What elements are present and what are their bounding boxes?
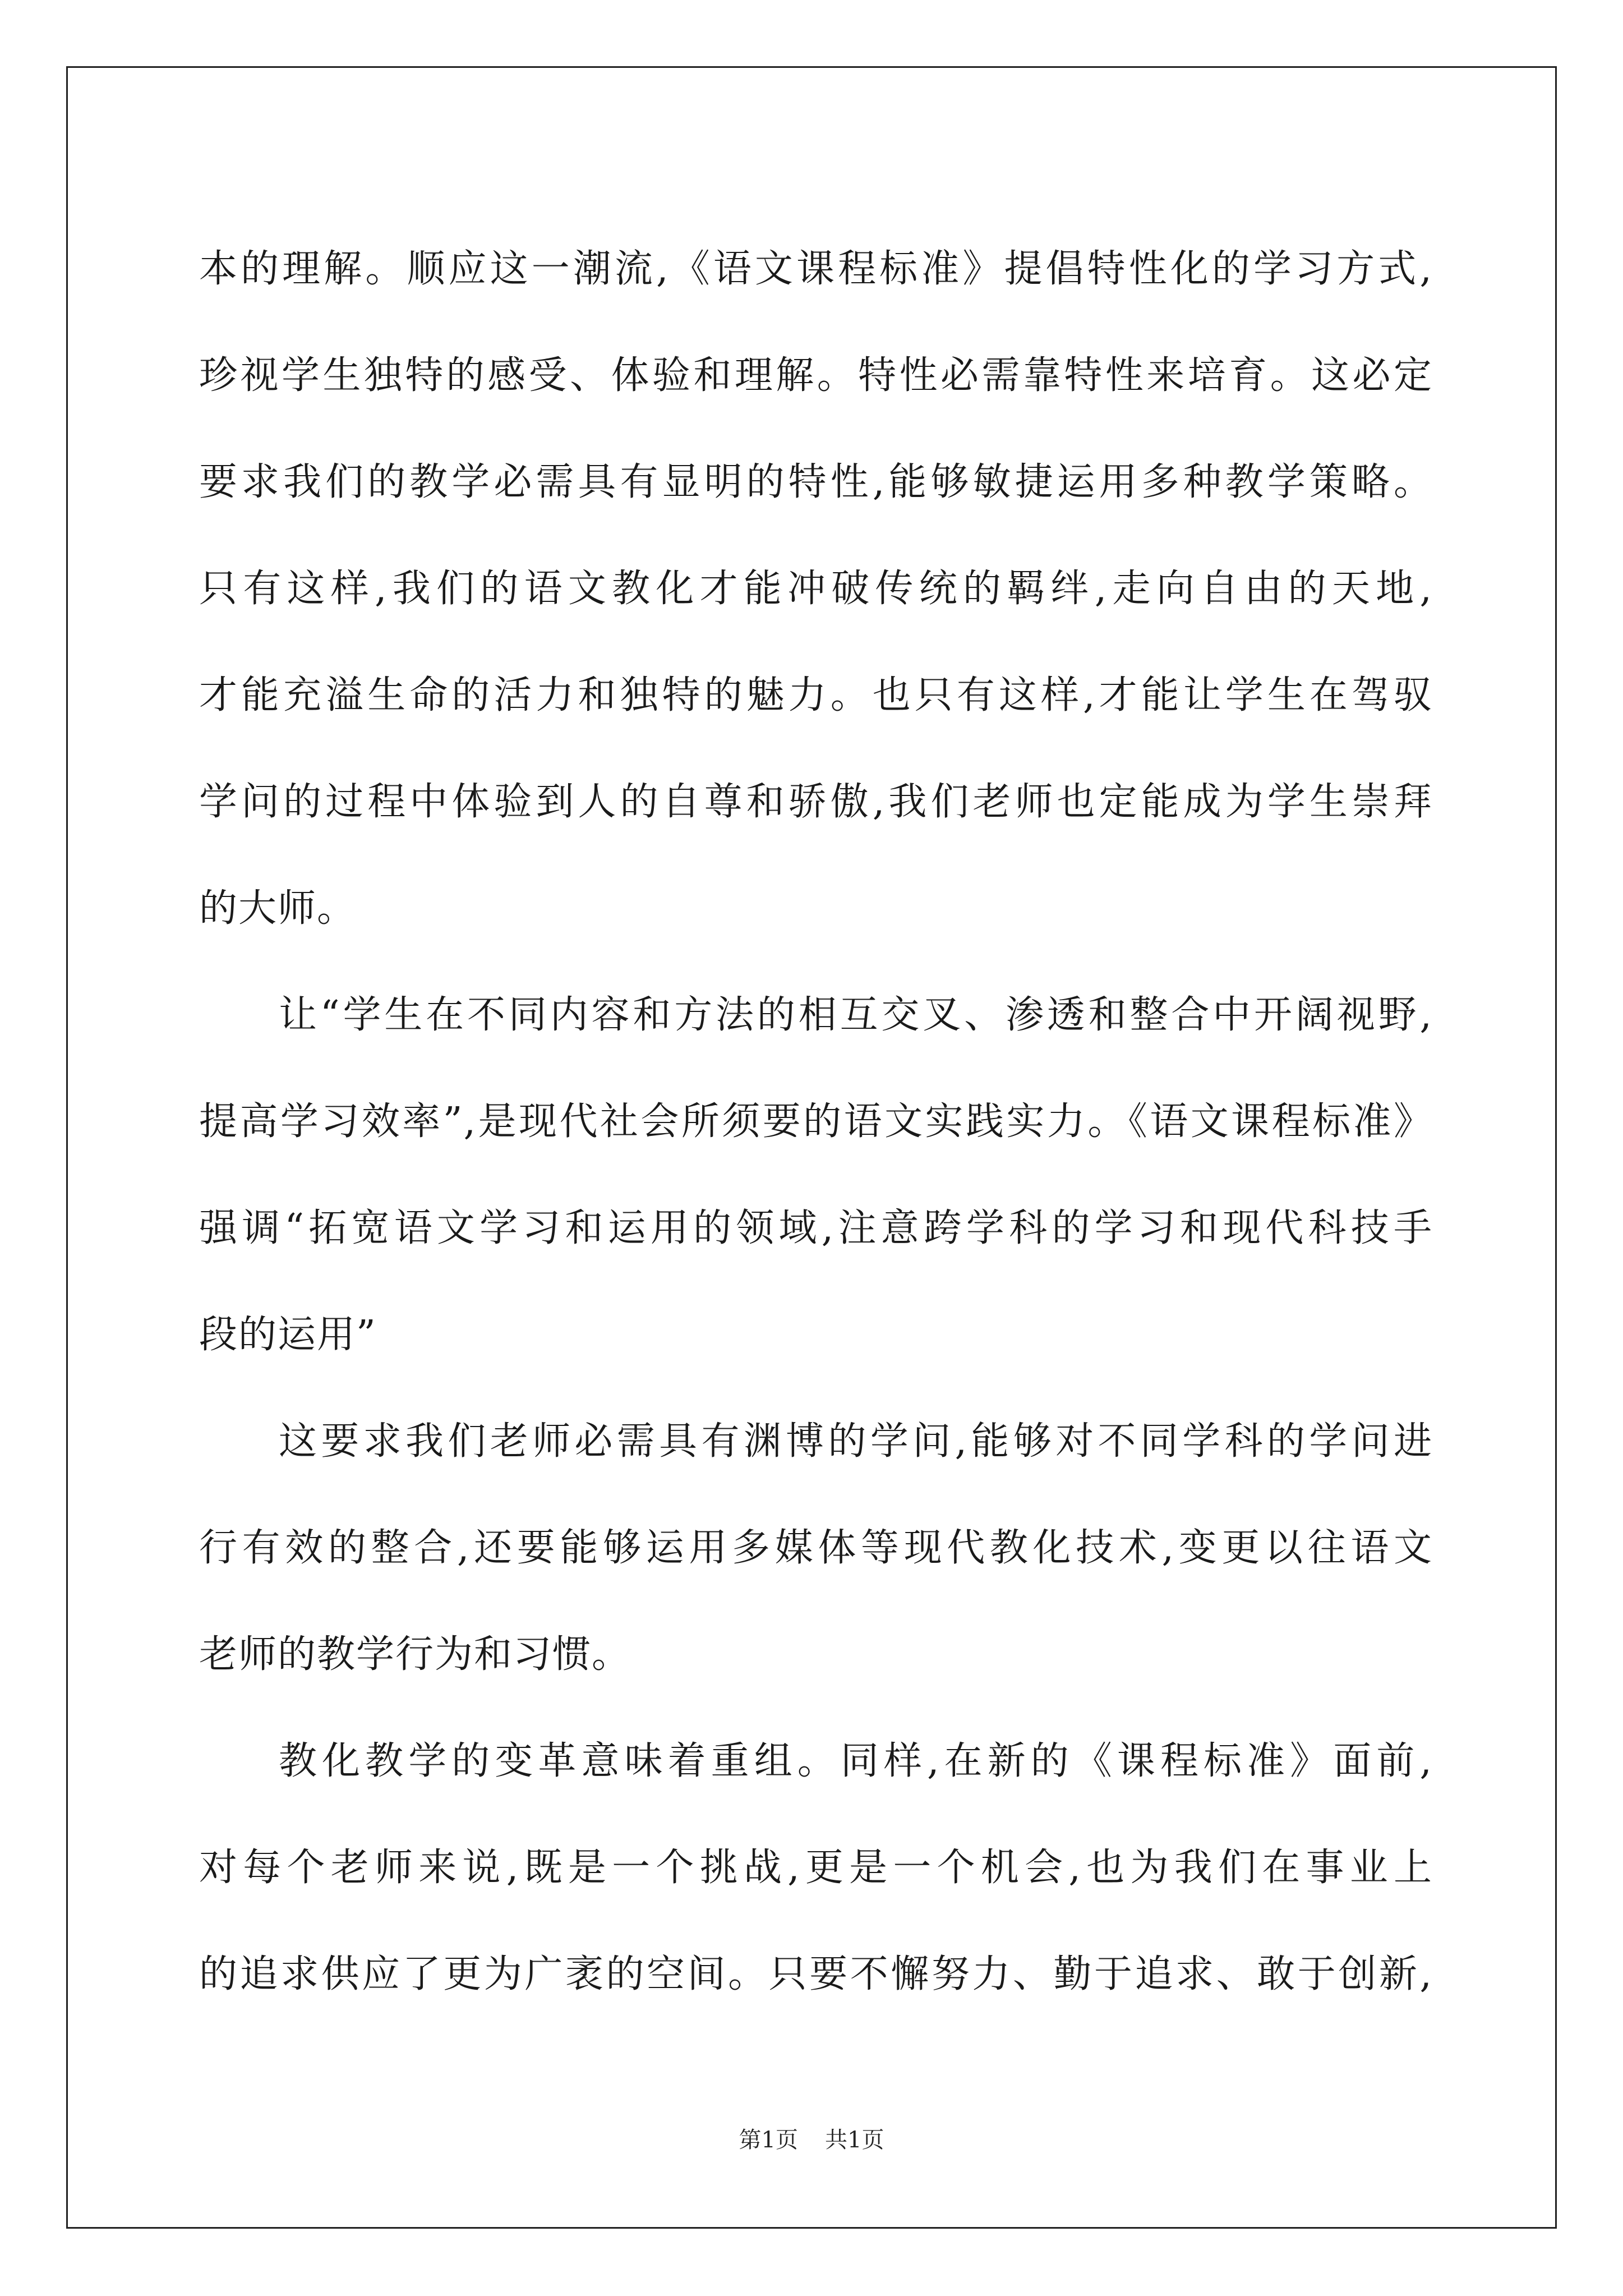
page-total: 共1页 [825, 2127, 884, 2153]
document-body [199, 216, 1433, 2028]
text-line: 强调“拓宽语文学习和运用的领域,注意跨学科的学习和现代科技手 [199, 1206, 1433, 1250]
text-line: 的大师。 [199, 886, 357, 931]
text-line: 要求我们的教学必需具有显明的特性,能够敏捷运用多种教学策略。 [199, 460, 1433, 504]
text-line: 才能充溢生命的活力和独特的魅力。也只有这样,才能让学生在驾驭 [199, 673, 1433, 717]
page-footer [0, 2123, 1623, 2157]
text-line: 本的理解。顺应这一潮流,《语文课程标准》提倡特性化的学习方式, [199, 247, 1433, 291]
text-line: 珍视学生独特的感受、体验和理解。特性必需靠特性来培育。这必定 [199, 353, 1433, 398]
text-line: 提高学习效率”,是现代社会所须要的语文实践实力。《语文课程标准》 [199, 1099, 1433, 1144]
text-line: 对每个老师来说,既是一个挑战,更是一个机会,也为我们在事业上 [199, 1846, 1433, 1890]
text-line: 行有效的整合,还要能够运用多媒体等现代教化技术,变更以往语文 [199, 1526, 1433, 1570]
text-line: 老师的教学行为和习惯。 [199, 1632, 631, 1677]
text-line: 这要求我们老师必需具有渊博的学问,能够对不同学科的学问进 [279, 1419, 1433, 1464]
text-line: 段的运用” [199, 1313, 377, 1357]
text-line: 学问的过程中体验到人的自尊和骄傲,我们老师也定能成为学生崇拜 [199, 780, 1433, 824]
page-number: 第1页 [739, 2127, 798, 2153]
text-line: 的追求供应了更为广袤的空间。只要不懈努力、勤于追求、敢于创新, [199, 1952, 1433, 1996]
text-line: 教化教学的变革意味着重组。同样,在新的《课程标准》面前, [279, 1739, 1433, 1783]
text-line: 只有这样,我们的语文教化才能冲破传统的羁绊,走向自由的天地, [199, 567, 1433, 611]
text-line: 让“学生在不同内容和方法的相互交叉、渗透和整合中开阔视野, [279, 993, 1433, 1037]
